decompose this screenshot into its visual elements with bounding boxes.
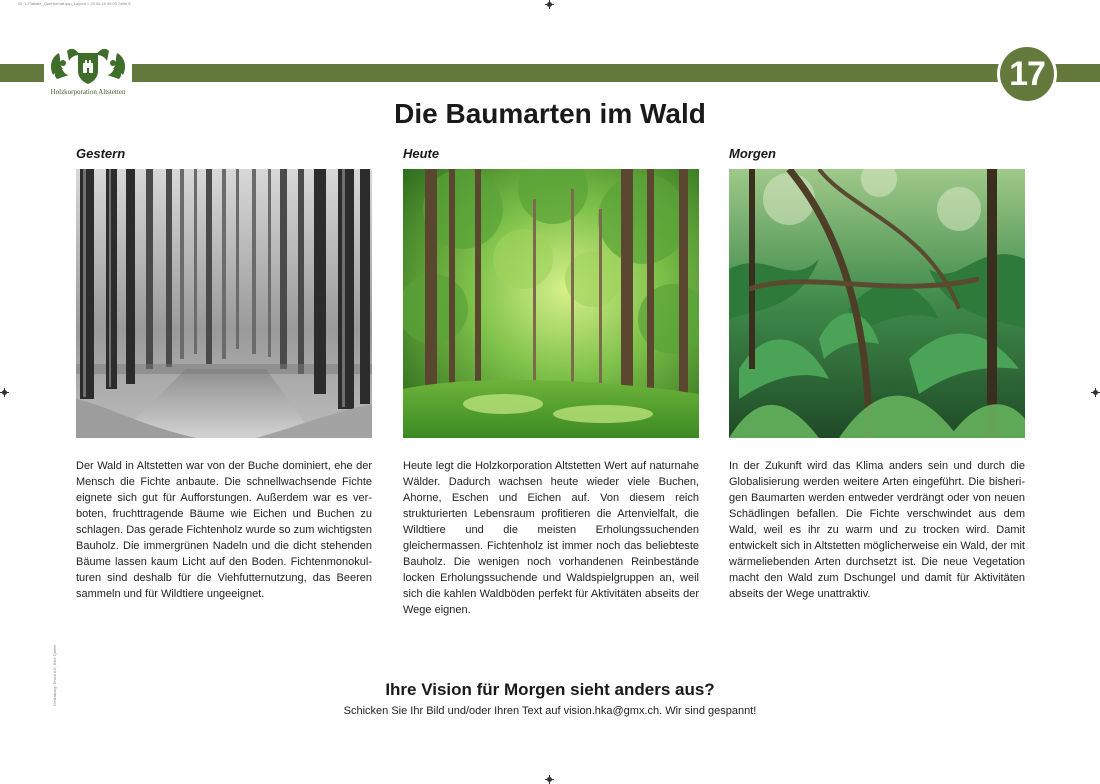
column-text: Heute legt die Holzkorporation Altstetten Wert auf naturnahe Wälder. Dadurch wachsen heute wieder viele Buchen, Ahorne, Eschen und Eichen auf. Von diesem reich strukturierten Lebensraum profitieren die Artenvielfalt, die Wildtiere und die meisten Erholungssuchenden gleichermassen. Fichtenholz ist immer noch das beliebteste Bauholz. Die wenigen noch vorhandenen Reinbestände locken Erholungssuchende und Waldspielgruppen an, weil sich die kahlen Waldböden perfekt für Aktivitäten abseits der Wege eignen. [403, 460, 699, 616]
mixed-forest-photo [403, 169, 699, 438]
print-slug: 06_1-Plakate_Querformat.qxp_Layout 1 29.04.19 09:00 Seite 6 [18, 1, 131, 6]
column-heute [403, 145, 699, 618]
imprint-note: Gestaltung: Druck AG, Bild: Quelle [52, 644, 57, 706]
column-gestern [76, 145, 372, 602]
registration-mark-bottom [545, 775, 554, 784]
spruce-forest-photo [76, 169, 372, 438]
call-to-action-text: Schicken Sie Ihr Bild und/oder Ihren Text auf vision.hka@gmx.ch. Wir sind gespannt! [343, 705, 757, 717]
registration-mark-right [1091, 388, 1100, 397]
column-heading: Morgen [729, 146, 776, 161]
column-heading: Gestern [76, 146, 126, 161]
column-heading: Heute [403, 146, 440, 161]
call-to-action-title: Ihre Vision für Morgen sieht anders aus? [385, 680, 715, 699]
jungle-photo [729, 169, 1025, 438]
poster-number-badge: 17 [1000, 47, 1054, 101]
page-title: Die Baumarten im Wald [394, 98, 706, 129]
registration-mark-top [545, 0, 554, 9]
header-band [0, 64, 1100, 82]
corporation-logo-icon [47, 45, 129, 87]
logo-caption: Holzkorporation Altstetten [50, 88, 126, 96]
column-morgen [729, 145, 1025, 602]
column-text: In der Zukunft wird das Klima anders sein und durch die Globalisierung werden weitere Arten eingeführt. Die bisherigen Baumarten werden entweder verdrängt oder von neuen Schädlingen befallen. Die Fichte verschwindet aus dem Wald, weil es ihr zu warm und zu trocken wird. Damit entwickelt sich in Altstetten möglicherweise ein Wald, der mit wärmeliebenden Arten durchsetzt ist. Die neue Vegetation macht den Wald zum Dschungel und damit für Aktivitäten abseits der Wege unattraktiv. [729, 460, 1025, 600]
column-text: Der Wald in Altstetten war von der Buche dominiert, ehe der Mensch die Fichte anbaute. Die schnellwachsende Fichte eignete sich gut für Aufforstungen. Außerdem war es verboten, fruchttragende Bäume wie Eichen und Buchen zu schlagen. Das gerade Fichtenholz wurde so zum wichtigsten Bauholz. Die immergrünen Nadeln und die dicht stehenden Bäume lassen kaum Licht auf den Boden. Fichtenmonokulturen sind deshalb für die Viehfutternutzung, das Beeren sammeln und für Wildtiere ungeeignet. [76, 460, 372, 600]
registration-mark-left [0, 388, 9, 397]
